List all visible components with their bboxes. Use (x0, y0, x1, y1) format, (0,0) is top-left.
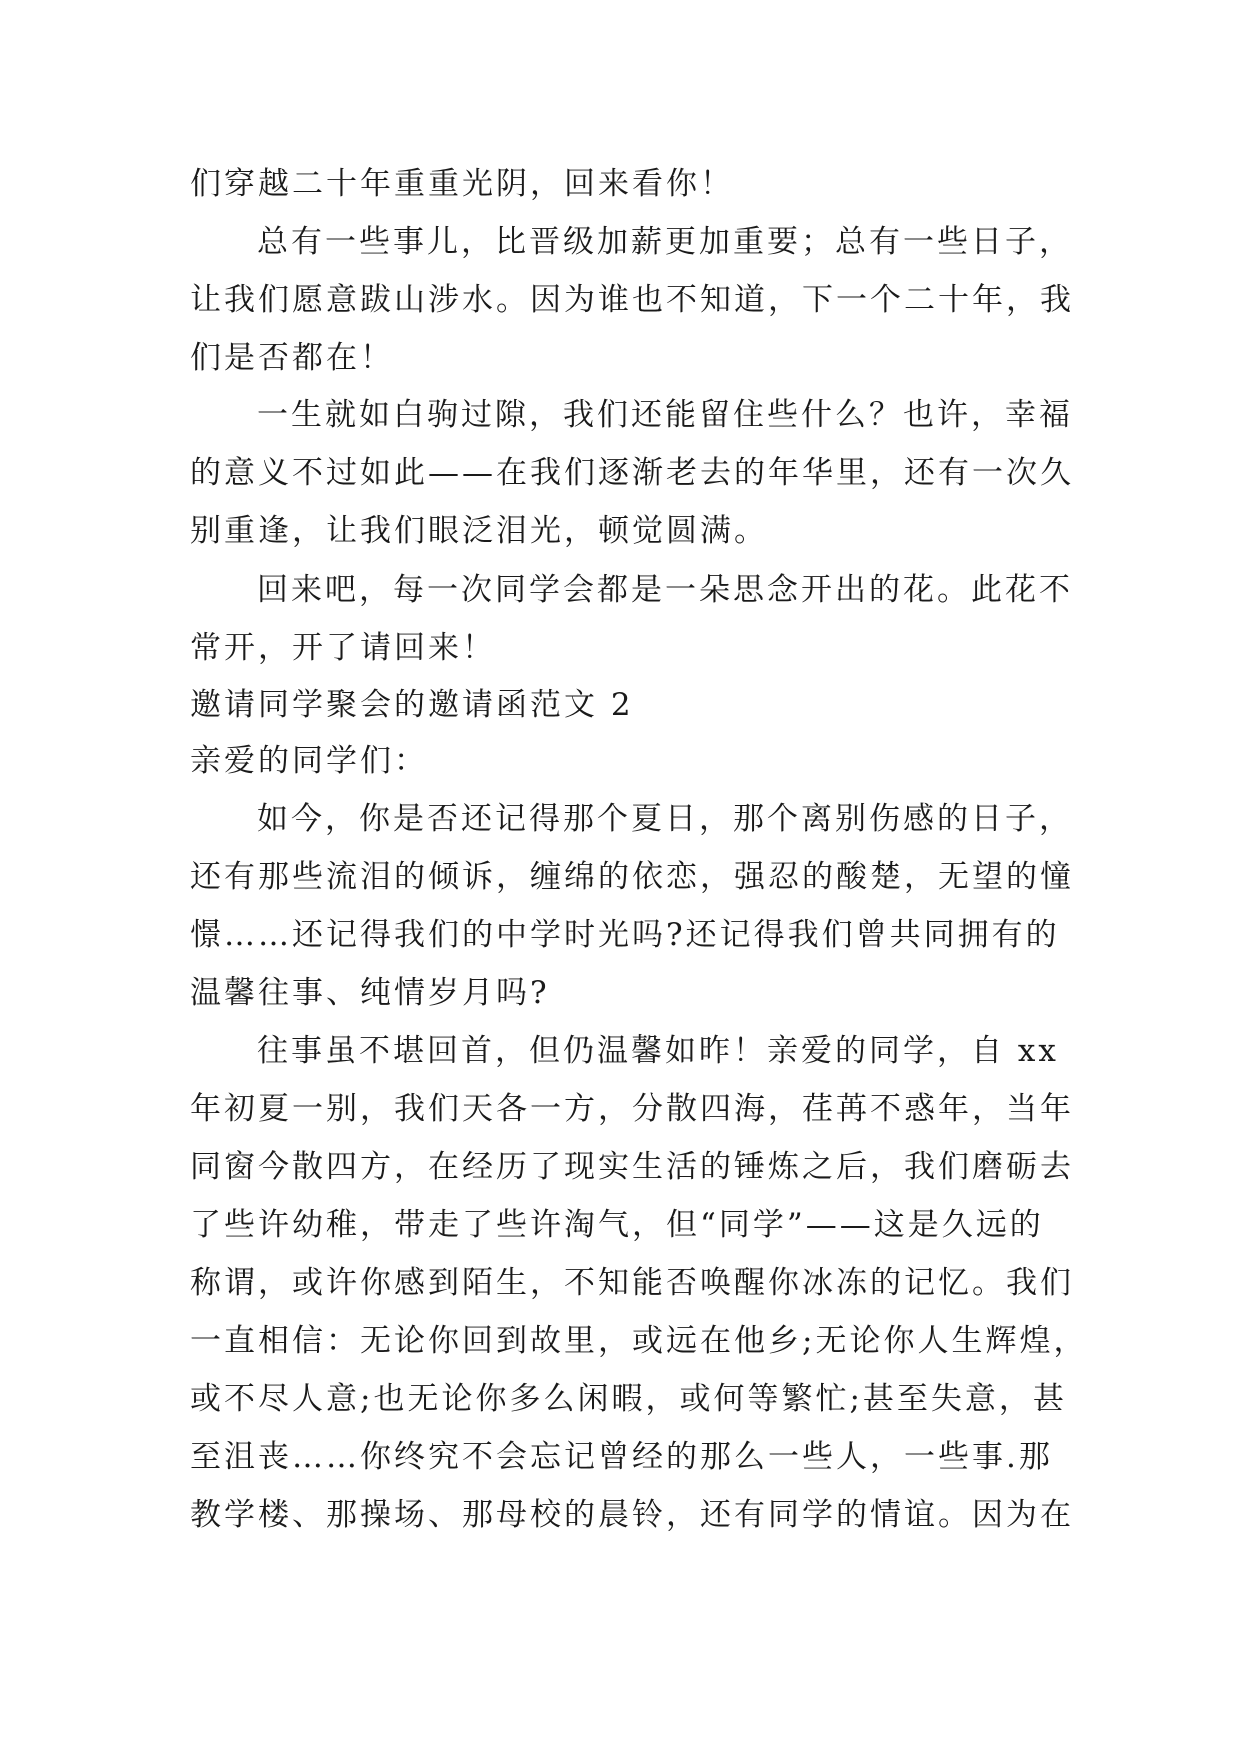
text-line-9: 常开，开了请回来！ (190, 630, 496, 666)
text-line-8: 回来吧，每一次同学会都是一朵思念开出的花。此花不 (257, 572, 1073, 608)
text-line-16: 往事虽不堪回首，但仍温馨如昨！亲爱的同学，自 xx (257, 1033, 1059, 1069)
text-line-15: 温馨往事、纯情岁月吗? (190, 975, 550, 1011)
text-line-14: 憬……还记得我们的中学时光吗?还记得我们曾共同拥有的 (190, 917, 1060, 953)
text-line-19: 了些许幼稚，带走了些许淘气，但“同学”——这是久远的 (190, 1207, 1044, 1243)
text-line-17: 年初夏一别，我们天各一方，分散四海，荏苒不惑年，当年 (190, 1091, 1074, 1127)
text-line-2: 总有一些事儿，比晋级加薪更加重要；总有一些日子， (257, 224, 1073, 260)
text-line-21: 一直相信：无论你回到故里，或远在他乡;无论你人生辉煌， (190, 1323, 1088, 1359)
text-line-12: 如今，你是否还记得那个夏日，那个离别伤感的日子， (257, 801, 1073, 837)
text-line-24: 教学楼、那操场、那母校的晨铃，还有同学的情谊。因为在 (190, 1497, 1074, 1533)
text-line-18: 同窗今散四方，在经历了现实生活的锤炼之后，我们磨砺去 (190, 1149, 1074, 1185)
text-line-5: 一生就如白驹过隙，我们还能留住些什么？也许，幸福 (257, 397, 1073, 433)
text-line-13: 还有那些流泪的倾诉，缠绵的依恋，强忍的酸楚，无望的憧 (190, 859, 1074, 895)
text-line-20: 称谓，或许你感到陌生，不知能否唤醒你冰冻的记忆。我们 (190, 1265, 1074, 1301)
text-line-22: 或不尽人意;也无论你多么闲暇，或何等繁忙;甚至失意，甚 (190, 1381, 1067, 1417)
text-line-23: 至沮丧……你终究不会忘记曾经的那么一些人，一些事.那 (190, 1439, 1053, 1475)
section-heading: 邀请同学聚会的邀请函范文 2 (190, 687, 634, 723)
text-line-7: 别重逢，让我们眼泛泪光，顿觉圆满。 (190, 513, 768, 549)
text-line-1: 们穿越二十年重重光阴，回来看你！ (190, 166, 734, 202)
text-line-4: 们是否都在！ (190, 340, 394, 376)
salutation: 亲爱的同学们： (190, 743, 428, 779)
text-line-3: 让我们愿意跋山涉水。因为谁也不知道，下一个二十年，我 (190, 282, 1074, 318)
text-line-6: 的意义不过如此——在我们逐渐老去的年华里，还有一次久 (190, 455, 1074, 491)
